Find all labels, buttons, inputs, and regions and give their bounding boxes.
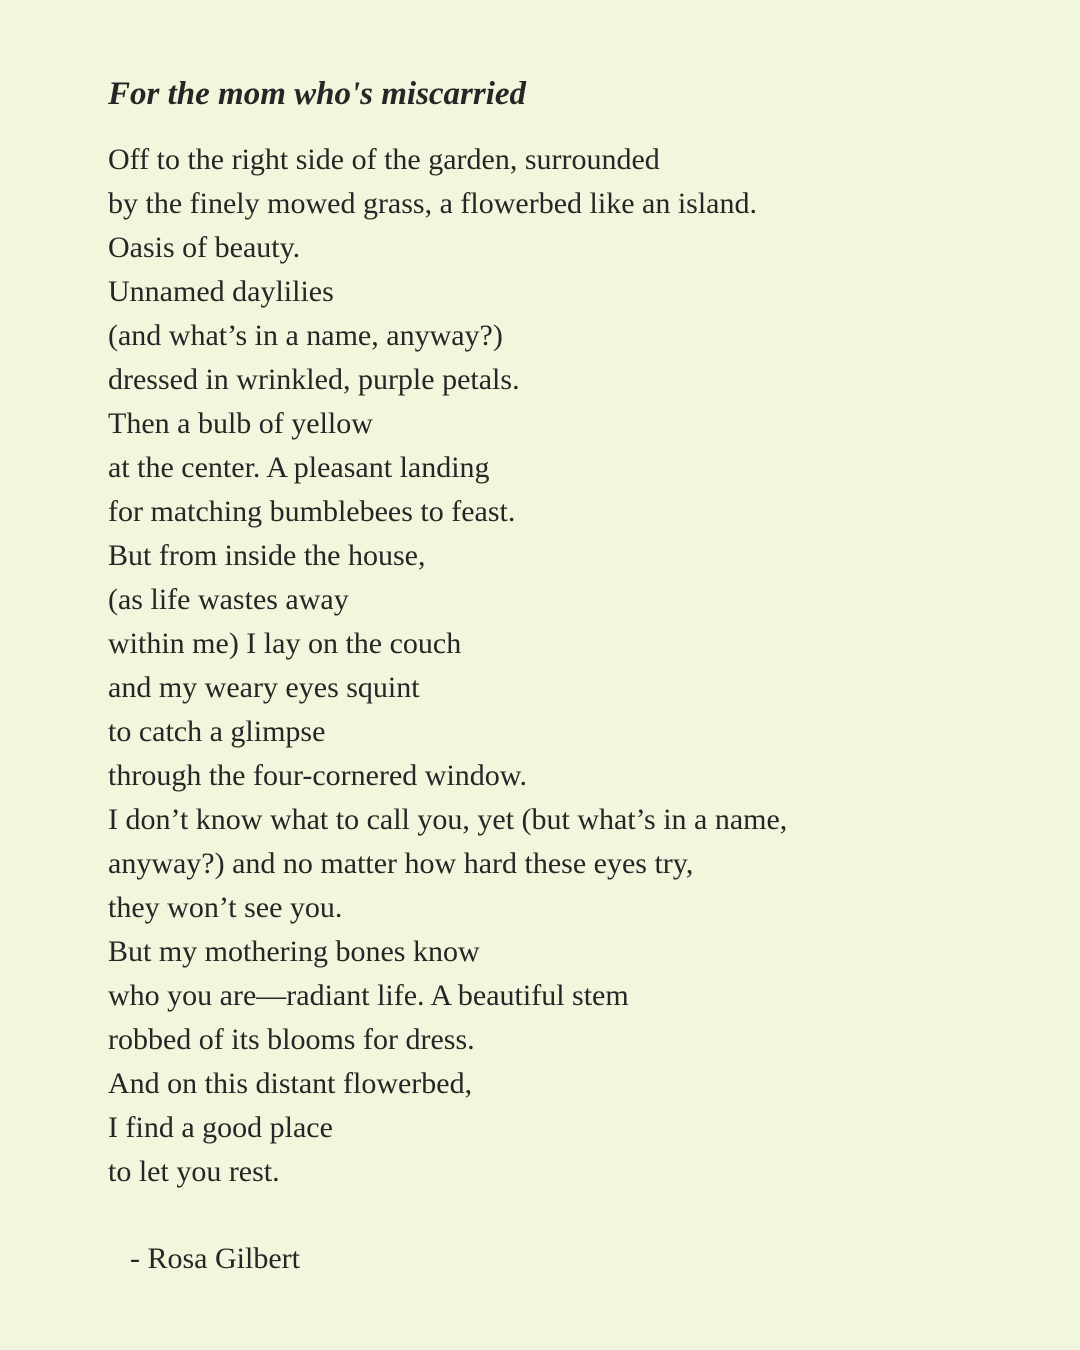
poem-line: for matching bumblebees to feast. xyxy=(108,495,516,528)
poem-line: But my mothering bones know xyxy=(108,935,480,968)
poem-line: And on this distant flowerbed, xyxy=(108,1067,473,1100)
poem-line: they won’t see you. xyxy=(108,891,343,924)
poem-line: who you are—radiant life. A beautiful stem xyxy=(108,979,629,1012)
poem-card xyxy=(108,0,1008,1350)
poem-line: dressed in wrinkled, purple petals. xyxy=(108,363,520,396)
poem-author: - Rosa Gilbert xyxy=(130,1242,300,1275)
poem-line: Oasis of beauty. xyxy=(108,231,301,264)
poem-line: within me) I lay on the couch xyxy=(108,627,462,660)
poem-line: Unnamed daylilies xyxy=(108,275,334,308)
poem-line: by the finely mowed grass, a flowerbed like an island. xyxy=(108,187,757,220)
poem-line: But from inside the house, xyxy=(108,539,426,572)
poem-line: anyway?) and no matter how hard these eyes try, xyxy=(108,847,694,880)
poem-line: Then a bulb of yellow xyxy=(108,407,373,440)
poem-line: I find a good place xyxy=(108,1111,333,1144)
poem-line: to catch a glimpse xyxy=(108,715,326,748)
poem-line: robbed of its blooms for dress. xyxy=(108,1023,475,1056)
poem-line: (as life wastes away xyxy=(108,583,349,616)
poem-line: I don’t know what to call you, yet (but what’s in a name, xyxy=(108,803,788,836)
poem-line: and my weary eyes squint xyxy=(108,671,420,704)
poem-line: through the four-cornered window. xyxy=(108,759,527,792)
poem-title: For the mom who's miscarried xyxy=(108,76,527,112)
poem-line: Off to the right side of the garden, surrounded xyxy=(108,143,660,176)
poem-body xyxy=(108,138,787,1194)
poem-line: (and what’s in a name, anyway?) xyxy=(108,319,503,352)
poem-line: to let you rest. xyxy=(108,1155,280,1188)
poem-line: at the center. A pleasant landing xyxy=(108,451,490,484)
